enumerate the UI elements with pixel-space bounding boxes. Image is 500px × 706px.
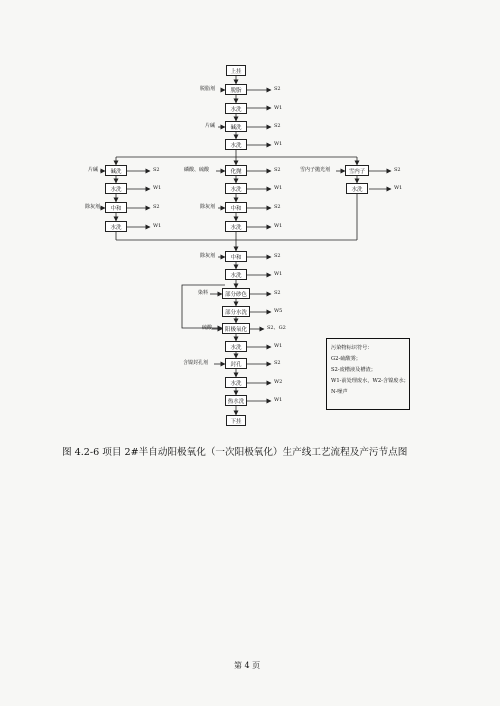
emission-fengkong: S2 (274, 360, 281, 366)
node-shuixi-1: 水洗 (225, 103, 247, 114)
emission-bufen-shuixi: W5 (274, 308, 283, 314)
node-shuixi-5: 水洗 (225, 377, 247, 388)
node-shuixi-left-2: 水洗 (105, 221, 127, 232)
pollutant-legend (326, 338, 410, 410)
emission-shuixi-left-2: W1 (153, 223, 162, 229)
legend-n: N-噪声 (331, 389, 348, 395)
emission-shuixi-mid-1: W1 (274, 185, 283, 191)
emission-shuixi-right: W1 (394, 185, 403, 191)
emission-jianxi-left: S2 (153, 167, 160, 173)
emission-shuixi-1: W1 (274, 105, 283, 111)
legend-g2: G2-硫酸雾； (331, 356, 361, 362)
input-pianjian-1: 片碱 (205, 123, 216, 129)
emission-zhonghe-mid: S2 (274, 204, 281, 210)
emission-shuixi-left-1: W1 (153, 185, 162, 191)
emission-zhonghe-3: S2 (274, 253, 281, 259)
legend-s2: S2-废槽液及槽渣； (331, 367, 376, 373)
node-shuixi-3: 水洗 (225, 269, 247, 280)
node-shuixi-right: 水洗 (346, 183, 368, 194)
input-chuhuiji-left: 除灰剂 (85, 204, 101, 210)
node-shuixi-mid-2: 水洗 (225, 221, 247, 232)
node-jianxi-left: 碱洗 (105, 165, 127, 176)
node-huapao: 化抛 (225, 165, 247, 176)
emission-shuixi-3: W1 (274, 271, 283, 277)
figure-caption: 图 4.2-6 项目 2#半自动阳极氧化（一次阳极氧化）生产线工艺流程及产污节点图 (62, 447, 408, 458)
node-shuixi-4: 水洗 (225, 341, 247, 352)
node-zhonghe-mid: 中和 (225, 202, 247, 213)
legend-title: 污染物标识符号： (331, 345, 373, 351)
emission-shuixi-2: W1 (274, 141, 283, 147)
node-fengkong: 封孔 (225, 358, 247, 369)
emission-shuixi-mid-2: W1 (274, 223, 283, 229)
node-yangji: 阳极氧化 (222, 323, 250, 334)
node-shuixi-mid-1: 水洗 (225, 183, 247, 194)
emission-yangji: S2、G2 (267, 325, 286, 331)
emission-jianxi-1: S2 (274, 123, 281, 129)
node-shuixi-2: 水洗 (225, 139, 247, 150)
input-chuhuiji-mid: 除灰剂 (200, 204, 216, 210)
emission-bufen-shase: S2 (274, 290, 281, 296)
emission-tuozhi: S2 (274, 86, 281, 92)
node-zhonghe-left: 中和 (105, 202, 127, 213)
node-bufen-shuixi: 部分水洗 (222, 306, 250, 317)
node-xueyinzi: 雪内子 (345, 165, 369, 176)
emission-shuixi-4: W1 (274, 343, 283, 349)
page-number: 第 4 页 (234, 661, 261, 670)
input-linsuan-liusuan: 磷酸、硫酸 (184, 167, 210, 173)
node-zhonghe-3: 中和 (225, 251, 247, 262)
input-ranliao: 染料 (198, 290, 209, 296)
node-xiagua: 下挂 (226, 415, 246, 426)
emission-zhonghe-left: S2 (153, 204, 160, 210)
input-hanfeng-fengkongji: 含镍封孔剂 (183, 360, 209, 366)
input-xueyinzi-agent: 雪内子抛光剂 (300, 167, 331, 173)
node-jianxi-1: 碱洗 (225, 121, 247, 132)
emission-huapao: S2 (274, 167, 281, 173)
legend-w1-w2: W1-前处理废水，W2-含镍废水； (331, 378, 409, 384)
emission-xueyinzi: S2 (394, 167, 401, 173)
input-pianjian-2: 片碱 (88, 167, 99, 173)
input-chuhuiji-3: 除灰剂 (200, 253, 216, 259)
input-liusuan: 硫酸 (202, 325, 213, 331)
node-reshuixi: 热水洗 (225, 395, 247, 406)
input-tuozhiji: 脱脂剂 (200, 86, 216, 92)
node-shangua: 上挂 (226, 65, 246, 76)
node-bufen-shase: 部分砂色 (222, 288, 250, 299)
emission-shuixi-5: W2 (274, 379, 283, 385)
node-tuozhi: 脱脂 (225, 84, 247, 95)
node-shuixi-left-1: 水洗 (105, 183, 127, 194)
emission-reshuixi: W1 (274, 397, 283, 403)
